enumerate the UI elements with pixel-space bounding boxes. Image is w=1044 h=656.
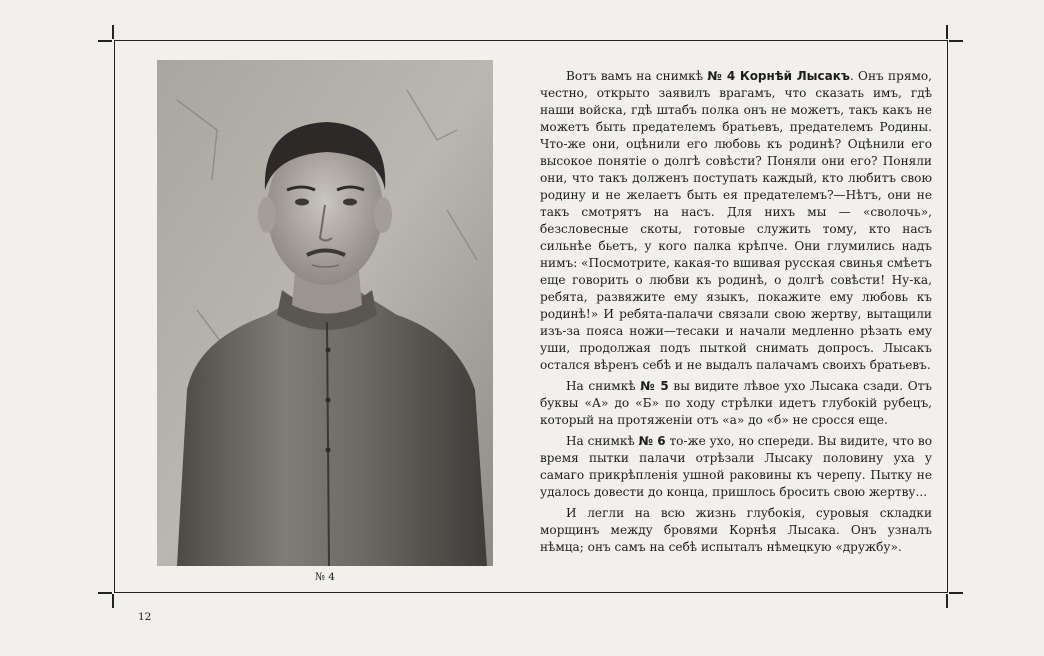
paragraph (540, 433, 932, 501)
tick-mark (946, 594, 948, 608)
photo-reference: № 5 (640, 379, 669, 393)
text-run: На снимкѣ (566, 379, 641, 393)
tick-mark (946, 25, 948, 39)
tick-mark (112, 594, 114, 608)
photo-reference: № 6 (638, 434, 666, 448)
portrait-illustration (157, 60, 493, 566)
text-run: . Онъ прямо, честно, открыто заявилъ врагамъ, что сказать имъ, гдѣ наши войска, гдѣ штабъ полка онъ не можетъ, такъ какъ не можетъ быть предателемъ братьевъ, предателемъ Родины. Что-же они, оцѣнили его любовь къ родинѣ? Оцѣнили его высокое понятіе о долгѣ совѣсти? Поняли они его? Поняли они, что такъ долженъ поступать каждый, кто любитъ свою родину и не желаетъ быть ея предателемъ?—Нѣтъ, они не такъ смотрятъ на насъ. Для нихъ мы — «сволочь», безсловесные скоты, готовые служить тому, кто насъ сильнѣе бьетъ, у кого палка крѣпче. Они глумились надъ нимъ: «Посмотрите, какая-то вшивая русская свинья смѣетъ еще говорить о любви къ родинѣ, о долгѣ совѣсти! Ну-ка, ребята, развяжите ему языкъ, покажите ему любовь къ родинѣ!» И ребята-палачи связали свою жертву, вытащили изъ-за пояса ножи—тесаки и начали медленно рѣзать ему уши, продолжая подъ пыткой снимать допросъ. Лысакъ остался вѣренъ себѣ и не выдалъ палачамъ своихъ братьевъ. (540, 69, 932, 372)
highlighted-name: № 4 Корнѣй Лысакъ (707, 69, 850, 83)
photo-caption: № 4 (315, 571, 335, 583)
text-run: то-же ухо, но спереди. Вы видите, что во время пытки палачи отрѣзали Лысаку половину уха у самаго прикрѣпленія ушной раковины къ черепу. Пытку не удалось довести до конца, пришлось бросить свою жертву... (540, 434, 932, 499)
tick-mark (112, 25, 114, 39)
paragraph (540, 378, 932, 429)
tick-mark (98, 592, 112, 594)
page-number: 12 (138, 611, 152, 623)
text-run: Вотъ вамъ на снимкѣ (566, 69, 708, 83)
paragraph (540, 68, 932, 374)
text-run: На снимкѣ (566, 434, 639, 448)
text-run: вы видите лѣвое ухо Лысака сзади. Отъ буквы «А» до «Б» по ходу стрѣлки идетъ глубокій рубецъ, который на протяженіи отъ «а» до «б» не сросся еще. (540, 379, 932, 427)
tick-mark (949, 40, 963, 42)
paragraph: И легли на всю жизнь глубокія, суровыя складки морщинъ между бровями Корнѣя Лысака. Онъ узналъ нѣмца; онъ самъ на себѣ испыталъ нѣмецкую «дружбу». (540, 506, 932, 554)
article-text (540, 68, 932, 560)
tick-mark (98, 40, 112, 42)
tick-mark (949, 592, 963, 594)
portrait-photo (157, 60, 493, 566)
